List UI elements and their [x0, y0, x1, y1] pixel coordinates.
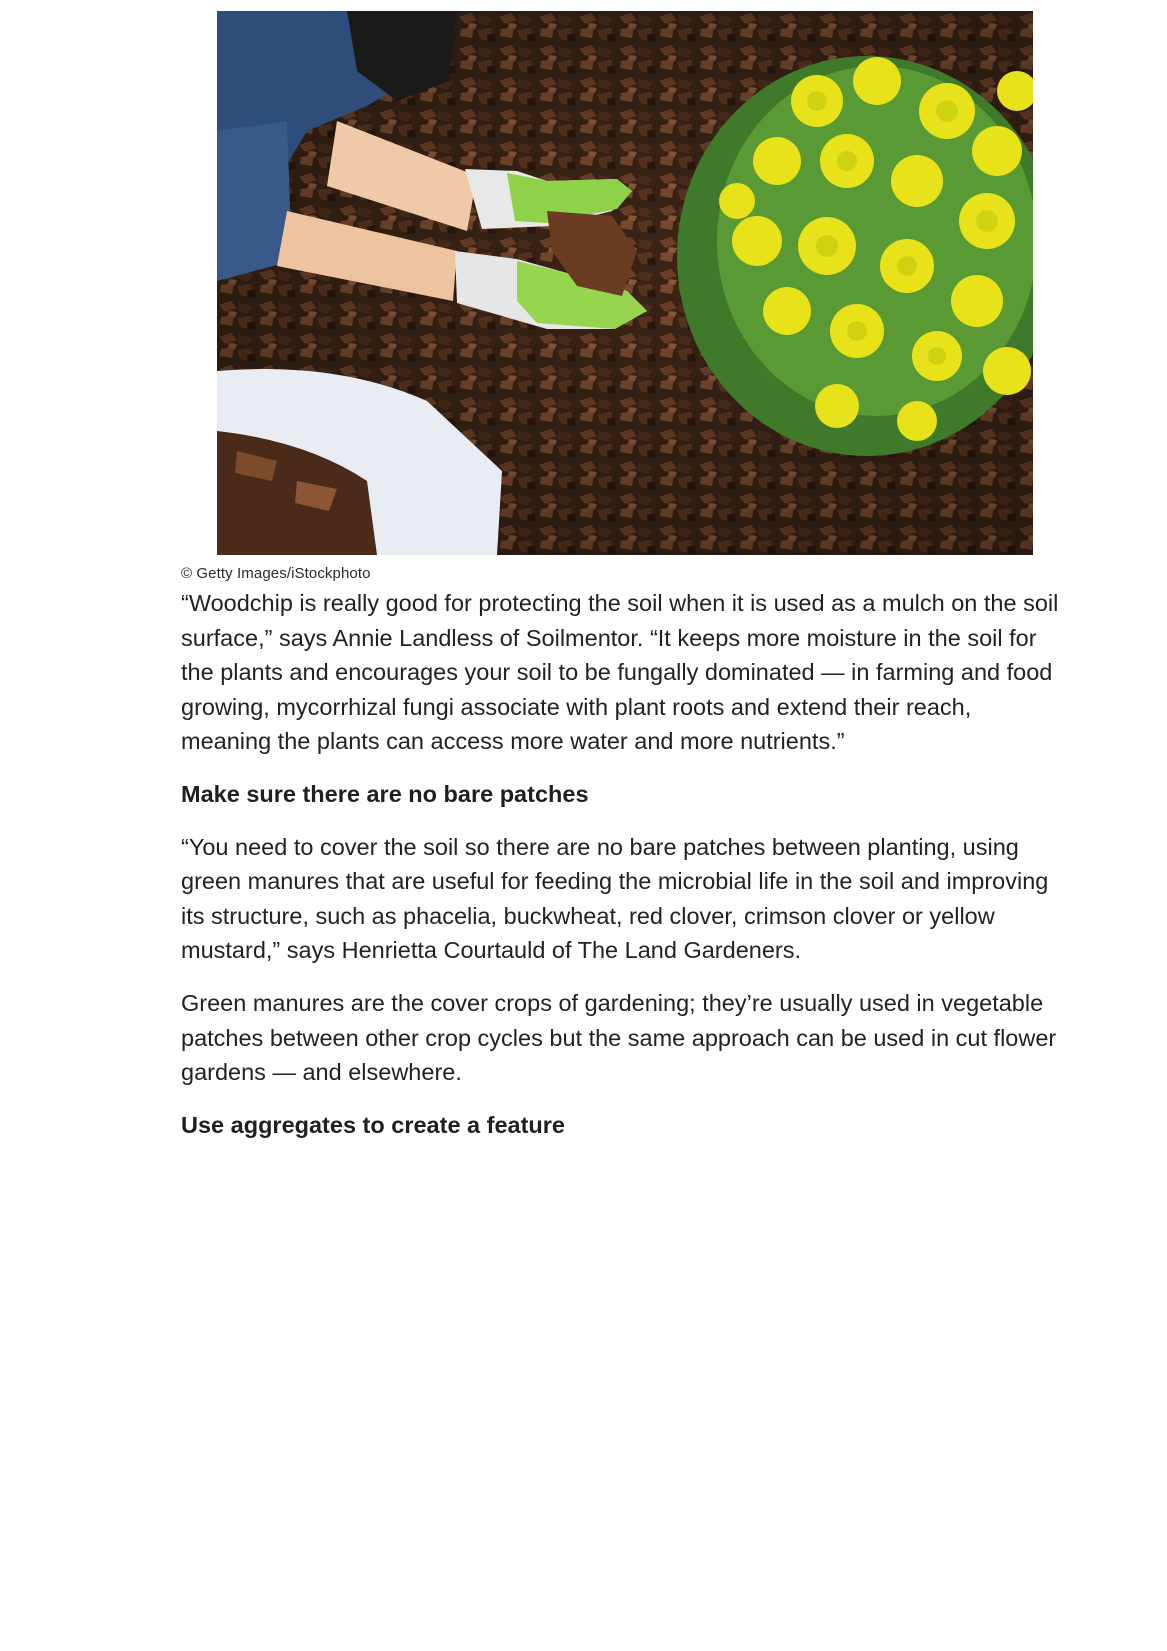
- article-paragraph: “You need to cover the soil so there are no bare patches between planting, using green manures that are useful for feeding the microbial life in the soil and improving its structure, such as phacelia, buckwheat, red clover, crimson clover or yellow mustard,” says Henrietta Courtauld of The Land Gardeners.: [181, 833, 1049, 964]
- article-photo: [217, 11, 1033, 555]
- section-heading: Make sure there are no bare patches: [181, 780, 589, 807]
- article-paragraph: “Woodchip is really good for protecting the soil when it is used as a mulch on the soil surface,” says Annie Landless of Soilmentor. “It keeps more moisture in the soil for the plants and encourages your soil to be fungally dominated — in farming and food growing, mycorrhizal fungi associate with plant roots and extend their reach, meaning the plants can access more water and more nutrients.”: [181, 590, 1059, 755]
- article-paragraph: Green manures are the cover crops of gardening; they’re usually used in vegetable patches between other crop cycles but the same approach can be used in cut flower gardens — and elsewhere.: [181, 989, 1057, 1086]
- article-body: [181, 586, 1061, 1160]
- section-heading: Use aggregates to create a feature: [181, 1111, 565, 1138]
- photo-credit: © Getty Images/iStockphoto: [181, 565, 371, 582]
- mulching-photo-illustration: [217, 11, 1033, 555]
